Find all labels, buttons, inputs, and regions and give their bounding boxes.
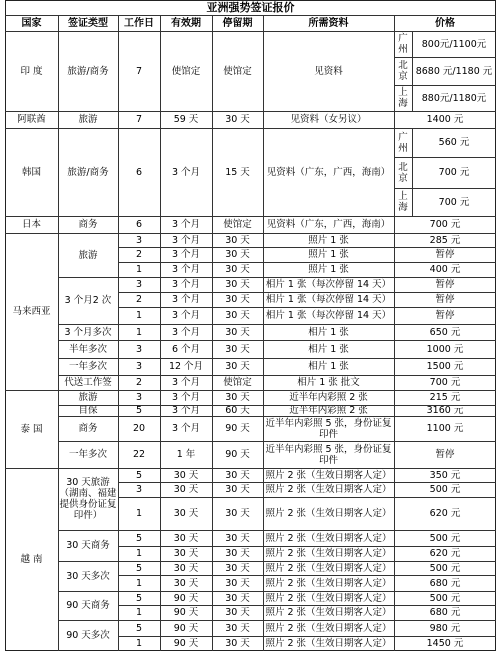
country-india: 印 度 xyxy=(20,65,43,77)
header-validity: 有效期 xyxy=(171,17,201,29)
malaysia-row-workdays: 1 xyxy=(135,310,143,321)
vietnam-row-docs: 照片 2 张（生效日期客人定） xyxy=(265,622,392,634)
vietnam-row-workdays: 5 xyxy=(135,622,143,634)
japan-docs: 见资料（广东，广西，海南） xyxy=(266,219,391,230)
uae-stay: 30 天 xyxy=(225,114,250,125)
korea-workdays: 6 xyxy=(135,166,143,178)
vietnam-row-price: 980 元 xyxy=(429,622,461,634)
malaysia-row-validity: 3 个月 xyxy=(171,279,201,290)
header-price: 价格 xyxy=(435,17,455,29)
india-stay: 使馆定 xyxy=(223,65,252,77)
india-city: 广州 xyxy=(398,33,408,55)
thailand-row-stay: 90 天 xyxy=(225,449,250,460)
vietnam-row-validity: 30 天 xyxy=(173,508,199,519)
malaysia-row-price: 400 元 xyxy=(429,264,461,275)
malaysia-row-validity: 6 个月 xyxy=(171,343,201,355)
malaysia-row-docs: 照片 1 张 xyxy=(308,249,349,260)
malaysia-row-price: 1500 元 xyxy=(426,361,464,372)
malaysia-row-stay: 30 天 xyxy=(225,310,250,321)
country-vietnam: 越 南 xyxy=(20,554,43,565)
malaysia-row-workdays: 1 xyxy=(135,326,143,338)
malaysia-row-docs: 照片 1 张 xyxy=(308,264,349,275)
country-thailand: 泰 国 xyxy=(20,423,43,435)
vietnam-row-stay: 30 天 xyxy=(225,622,250,634)
malaysia-row-stay: 30 天 xyxy=(225,234,250,246)
vietnam-row-docs: 照片 2 张（生效日期客人定） xyxy=(265,508,392,519)
malaysia-row-price: 1000 元 xyxy=(426,343,464,355)
malaysia-row-price: 暂停 xyxy=(435,249,455,260)
korea-price: 700 元 xyxy=(438,167,470,178)
malaysia-row-workdays: 2 xyxy=(135,294,143,305)
vietnam-row-price: 620 元 xyxy=(429,508,461,519)
malaysia-row-docs: 相片 1 张（每次停留 14 天） xyxy=(265,310,392,321)
vietnam-row-price: 620 元 xyxy=(429,548,461,559)
korea-visa-type: 旅游/商务 xyxy=(67,166,109,178)
malaysia-row-workdays: 3 xyxy=(135,343,143,355)
table-title: 亚洲强势签证报价 xyxy=(206,1,295,14)
malaysia-row-validity: 3 个月 xyxy=(171,249,201,260)
malaysia-row-stay: 30 天 xyxy=(225,361,250,372)
uae-validity: 59 天 xyxy=(173,114,199,125)
header-docs: 所需资料 xyxy=(308,17,349,29)
vietnam-type-90-business: 90 天商务 xyxy=(66,600,110,611)
thailand-row-validity: 3 个月 xyxy=(171,392,201,403)
malaysia-row-validity: 12 个月 xyxy=(168,361,204,372)
malaysia-row-docs: 相片 1 张（每次停留 14 天） xyxy=(265,294,392,305)
vietnam-row-docs: 照片 2 张（生效日期客人定） xyxy=(265,532,392,544)
vietnam-row-stay: 30 天 xyxy=(225,469,250,481)
korea-docs: 见资料（广东，广西，海南） xyxy=(266,166,391,178)
vietnam-row-workdays: 5 xyxy=(135,532,143,544)
vietnam-row-docs: 照片 2 张（生效日期客人定） xyxy=(265,562,392,574)
malaysia-type: 代送工作签 xyxy=(64,377,112,388)
vietnam-row-stay: 30 天 xyxy=(225,577,250,589)
vietnam-row-workdays: 3 xyxy=(135,484,143,495)
header-stay: 停留期 xyxy=(222,17,253,29)
country-malaysia: 马来西亚 xyxy=(12,306,51,317)
vietnam-row-workdays: 1 xyxy=(135,607,143,618)
thailand-row-workdays: 20 xyxy=(132,423,146,434)
thailand-row-docs: 近半年内彩照 5 张，身份证复印件 xyxy=(265,417,392,440)
malaysia-row-stay: 30 天 xyxy=(225,294,250,305)
thailand-row-price: 3160 元 xyxy=(426,406,464,415)
vietnam-row-stay: 30 天 xyxy=(225,484,250,495)
vietnam-row-validity: 30 天 xyxy=(173,484,199,495)
vietnam-row-validity: 30 天 xyxy=(173,577,199,589)
malaysia-type-tourism: 旅游 xyxy=(78,249,98,261)
malaysia-row-docs: 相片 1 张 xyxy=(308,343,349,355)
thailand-type: 一年多次 xyxy=(68,449,107,460)
malaysia-type: 一年多次 xyxy=(68,361,107,372)
header-visa-type: 签证类型 xyxy=(68,17,108,29)
malaysia-row-stay: 30 天 xyxy=(225,279,250,290)
vietnam-row-workdays: 1 xyxy=(135,508,143,519)
india-price: 880元/1180元 xyxy=(421,92,487,104)
vietnam-row-docs: 照片 2 张（生效日期客人定） xyxy=(265,484,392,495)
korea-price: 700 元 xyxy=(438,196,470,208)
malaysia-row-price: 暂停 xyxy=(435,279,455,290)
vietnam-row-price: 500 元 xyxy=(429,532,461,544)
thailand-type: 自保 xyxy=(78,406,98,415)
vietnam-row-validity: 90 天 xyxy=(173,607,199,618)
vietnam-row-docs: 照片 2 张（生效日期客人定） xyxy=(265,577,392,589)
vietnam-row-price: 680 元 xyxy=(429,607,461,618)
thailand-row-docs: 近半年内彩照 2 张 xyxy=(289,406,368,415)
malaysia-row-validity: 3 个月 xyxy=(171,310,201,321)
malaysia-row-validity: 3 个月 xyxy=(171,326,201,338)
country-korea: 韩国 xyxy=(21,166,41,178)
malaysia-row-stay: 30 天 xyxy=(225,249,250,260)
vietnam-type-30-multi: 30 天多次 xyxy=(66,570,110,582)
india-price: 8680 元/1180 元 xyxy=(415,65,493,77)
malaysia-row-workdays: 1 xyxy=(135,264,143,275)
vietnam-row-validity: 30 天 xyxy=(173,548,199,559)
japan-workdays: 6 xyxy=(135,219,143,230)
vietnam-row-price: 500 元 xyxy=(429,592,461,604)
vietnam-row-validity: 90 天 xyxy=(173,622,199,634)
vietnam-row-validity: 90 天 xyxy=(173,638,199,649)
korea-city: 广州 xyxy=(398,131,408,154)
vietnam-type-30-business: 30 天商务 xyxy=(66,540,110,551)
malaysia-row-validity: 3 个月 xyxy=(171,234,201,246)
vietnam-row-price: 680 元 xyxy=(429,577,461,589)
thailand-row-workdays: 22 xyxy=(132,449,146,460)
malaysia-row-docs: 照片 1 张 xyxy=(308,234,349,246)
malaysia-row-validity: 3 个月 xyxy=(171,264,201,275)
malaysia-row-price: 暂停 xyxy=(435,310,455,321)
vietnam-row-validity: 90 天 xyxy=(173,592,199,604)
malaysia-row-docs: 相片 1 张 批文 xyxy=(297,377,360,388)
japan-validity: 3 个月 xyxy=(171,219,201,230)
malaysia-row-workdays: 2 xyxy=(135,249,143,260)
vietnam-row-workdays: 5 xyxy=(135,562,143,574)
india-visa-type: 旅游/商务 xyxy=(67,65,109,77)
thailand-type: 商务 xyxy=(78,423,98,434)
thailand-type: 旅游 xyxy=(78,392,98,403)
malaysia-type-3month-2x: 3 个月2 次 xyxy=(64,295,112,306)
vietnam-row-stay: 30 天 xyxy=(225,638,250,649)
country-japan: 日本 xyxy=(21,219,41,230)
malaysia-row-workdays: 3 xyxy=(135,279,143,290)
thailand-row-price: 215 元 xyxy=(429,392,461,403)
header-workdays: 工作日 xyxy=(124,17,154,29)
vietnam-row-validity: 30 天 xyxy=(173,469,199,481)
uae-visa-type: 旅游 xyxy=(78,114,98,125)
india-docs: 见资料 xyxy=(314,65,343,77)
malaysia-row-workdays: 2 xyxy=(135,377,143,388)
vietnam-row-stay: 30 天 xyxy=(225,562,250,574)
vietnam-row-validity: 30 天 xyxy=(173,562,199,574)
thailand-row-validity: 1 年 xyxy=(176,449,196,460)
vietnam-row-workdays: 5 xyxy=(135,469,143,481)
korea-city: 上海 xyxy=(398,191,408,213)
india-validity: 使馆定 xyxy=(171,65,201,77)
vietnam-row-workdays: 1 xyxy=(135,638,143,649)
vietnam-row-price: 500 元 xyxy=(429,484,461,495)
thailand-row-workdays: 3 xyxy=(135,392,143,403)
malaysia-row-docs: 相片 1 张（每次停留 14 天） xyxy=(265,279,392,290)
india-workdays: 7 xyxy=(135,65,143,77)
vietnam-row-docs: 照片 2 张（生效日期客人定） xyxy=(265,607,392,618)
thailand-row-price: 暂停 xyxy=(435,449,455,460)
malaysia-row-price: 暂停 xyxy=(435,294,455,305)
vietnam-row-docs: 照片 2 张（生效日期客人定） xyxy=(265,638,392,649)
india-city: 北京 xyxy=(398,60,408,82)
malaysia-row-validity: 3 个月 xyxy=(171,294,201,305)
thailand-row-price: 1100 元 xyxy=(426,423,464,434)
vietnam-row-workdays: 1 xyxy=(135,548,143,559)
country-uae: 阿联酋 xyxy=(17,114,46,125)
vietnam-row-docs: 照片 2 张（生效日期客人定） xyxy=(265,592,392,604)
thailand-row-stay: 90 天 xyxy=(225,423,250,434)
vietnam-row-price: 350 元 xyxy=(429,469,461,481)
malaysia-row-price: 700 元 xyxy=(429,377,461,388)
uae-docs: 见资料（女另议） xyxy=(290,114,367,125)
malaysia-row-workdays: 3 xyxy=(135,361,143,372)
korea-price: 560 元 xyxy=(438,137,470,148)
vietnam-row-stay: 30 天 xyxy=(225,508,250,519)
japan-visa-type: 商务 xyxy=(78,219,98,230)
malaysia-row-stay: 30 天 xyxy=(225,264,250,275)
uae-price: 1400 元 xyxy=(426,114,464,125)
vietnam-row-docs: 照片 2 张（生效日期客人定） xyxy=(265,469,392,481)
header-country: 国家 xyxy=(21,17,42,29)
thailand-row-validity: 3 个月 xyxy=(171,406,201,415)
thailand-row-docs: 近半年内彩照 2 张 xyxy=(289,392,368,403)
thailand-row-workdays: 5 xyxy=(135,406,143,415)
malaysia-row-price: 650 元 xyxy=(429,326,461,338)
vietnam-row-docs: 照片 2 张（生效日期客人定） xyxy=(265,548,392,559)
malaysia-row-validity: 3 个月 xyxy=(171,377,201,388)
vietnam-row-stay: 30 天 xyxy=(225,592,250,604)
korea-validity: 3 个月 xyxy=(171,166,201,178)
malaysia-row-docs: 相片 1 张 xyxy=(308,361,349,372)
vietnam-row-workdays: 5 xyxy=(135,592,143,604)
vietnam-row-stay: 30 天 xyxy=(225,548,250,559)
malaysia-row-stay: 使馆定 xyxy=(223,377,252,388)
india-city: 上海 xyxy=(398,87,408,109)
india-price: 800元/1100元 xyxy=(421,38,487,50)
korea-stay: 15 天 xyxy=(225,166,250,178)
vietnam-row-workdays: 1 xyxy=(135,577,143,589)
vietnam-type-90-multi: 90 天多次 xyxy=(66,630,110,641)
thailand-row-docs: 近半年内彩照 5 张，身份证复印件 xyxy=(265,443,392,466)
malaysia-row-docs: 相片 1 张 xyxy=(308,326,349,338)
japan-stay: 使馆定 xyxy=(223,219,252,230)
uae-workdays: 7 xyxy=(135,114,143,125)
vietnam-row-stay: 30 天 xyxy=(225,532,250,544)
thailand-row-validity: 3 个月 xyxy=(171,423,201,434)
thailand-row-stay: 60 天 xyxy=(225,406,250,415)
vietnam-row-price: 1450 元 xyxy=(426,638,464,649)
malaysia-row-stay: 30 天 xyxy=(225,343,250,355)
malaysia-row-workdays: 3 xyxy=(135,234,143,246)
malaysia-type: 半年多次 xyxy=(68,343,107,355)
malaysia-type: 3 个月多次 xyxy=(64,326,112,338)
korea-city: 北京 xyxy=(398,161,408,184)
malaysia-row-stay: 30 天 xyxy=(225,326,250,338)
vietnam-row-stay: 30 天 xyxy=(225,607,250,618)
vietnam-type-30-tourism: 30 天旅游（湖南、福建提供身份证复印件） xyxy=(59,477,117,521)
vietnam-row-validity: 30 天 xyxy=(173,532,199,544)
vietnam-row-price: 500 元 xyxy=(429,562,461,574)
japan-price: 700 元 xyxy=(429,219,461,230)
malaysia-row-price: 285 元 xyxy=(429,234,461,246)
thailand-row-stay: 30 天 xyxy=(225,392,250,403)
